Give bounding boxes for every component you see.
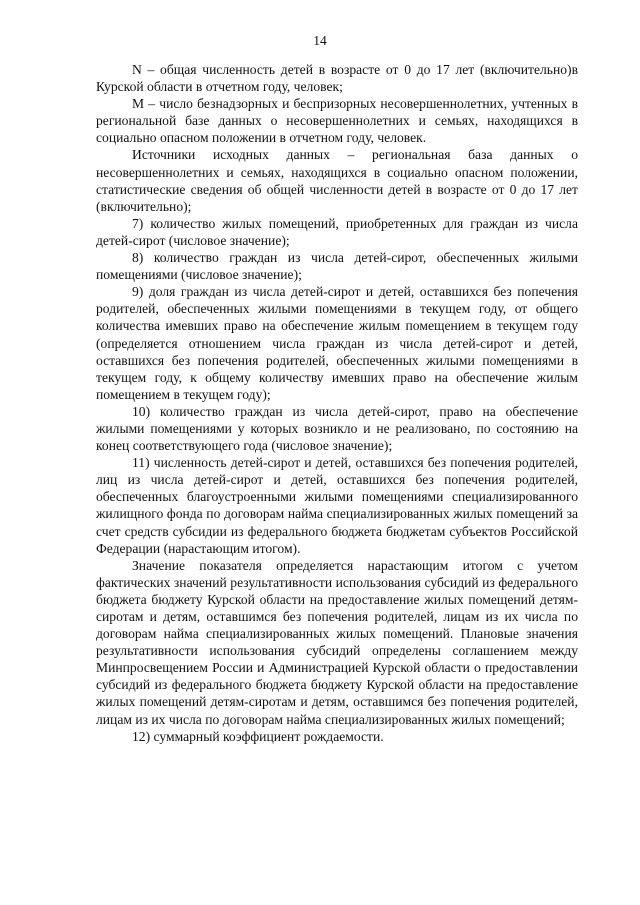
document-body	[96, 61, 578, 745]
paragraph-m-definition: M – число безнадзорных и беспризорных несовершеннолетних, учтенных в региональной базе данных о несовершеннолетних и семьях, находящихся в социально опасном положении в отчетном году, человек.	[96, 96, 578, 146]
page-number: 14	[313, 33, 327, 48]
paragraph-data-sources: Источники исходных данных – региональная база данных о несовершеннолетних и семьях, находящихся в социально опасном положении, статистические сведения об общей численности детей в возрасте от 0 до 17 лет (включительно);	[96, 147, 578, 214]
paragraph-item-9: 9) доля граждан из числа детей-сирот и детей, оставшихся без попечения родителей, обеспеченных жилыми помещениями в текущем году, от общего количества имевших право на обеспечение жилым помещением в текущем году (определяется отношением числа граждан из числа детей-сирот и детей, оставшихся без попечения родителей, обеспеченных жилыми помещениями в текущем году, к общему количеству имевших право на обеспечение жилым помещением в текущем году);	[96, 284, 578, 402]
paragraph-item-8: 8) количество граждан из числа детей-сирот, обеспеченных жилыми помещениями (числовое значение);	[96, 250, 578, 283]
paragraph-n-definition: N – общая численность детей в возрасте от 0 до 17 лет (включительно)в Курской области в отчетном году, человек;	[96, 62, 578, 95]
paragraph-indicator-value: Значение показателя определяется нарастающим итогом с учетом фактических значений результативности использования субсидий из федерального бюджета бюджету Курской области на предоставление жилых помещений детям-сиротам и детям, оставшимся без попечения родителей, лицам из их числа по договорам найма специализированных жилых помещений. Плановые значения результативности использования субсидий определены соглашением между Минпросвещением России и Администрацией Курской области о предоставлении субсидий из федерального бюджета бюджету Курской области на предоставление жилых помещений детям-сиротам и детям, оставшимся без попечения родителей, лицам из их числа по договорам найма специализированных жилых помещений;	[96, 557, 578, 727]
paragraph-item-10: 10) количество граждан из числа детей-сирот, право на обеспечение жилыми помещениями у которых возникло и не реализовано, по состоянию на конец соответствующего года (числовое значение);	[96, 403, 578, 454]
paragraph-item-11: 11) численность детей-сирот и детей, оставшихся без попечения родителей, лиц из числа детей-сирот и детей, оставшихся без попечения родителей, обеспеченных благоустроенными жилыми помещениями специализированного жилищного фонда по договорам найма специализированных жилых помещений за счет средств субсидии из федерального бюджета бюджетам субъектов Российской Федерации (нарастающим итогом).	[96, 455, 578, 556]
paragraph-item-12: 12) суммарный коэффициент рождаемости.	[132, 728, 384, 744]
paragraph-item-7: 7) количество жилых помещений, приобретенных для граждан из числа детей-сирот (числовое значение);	[96, 215, 578, 248]
